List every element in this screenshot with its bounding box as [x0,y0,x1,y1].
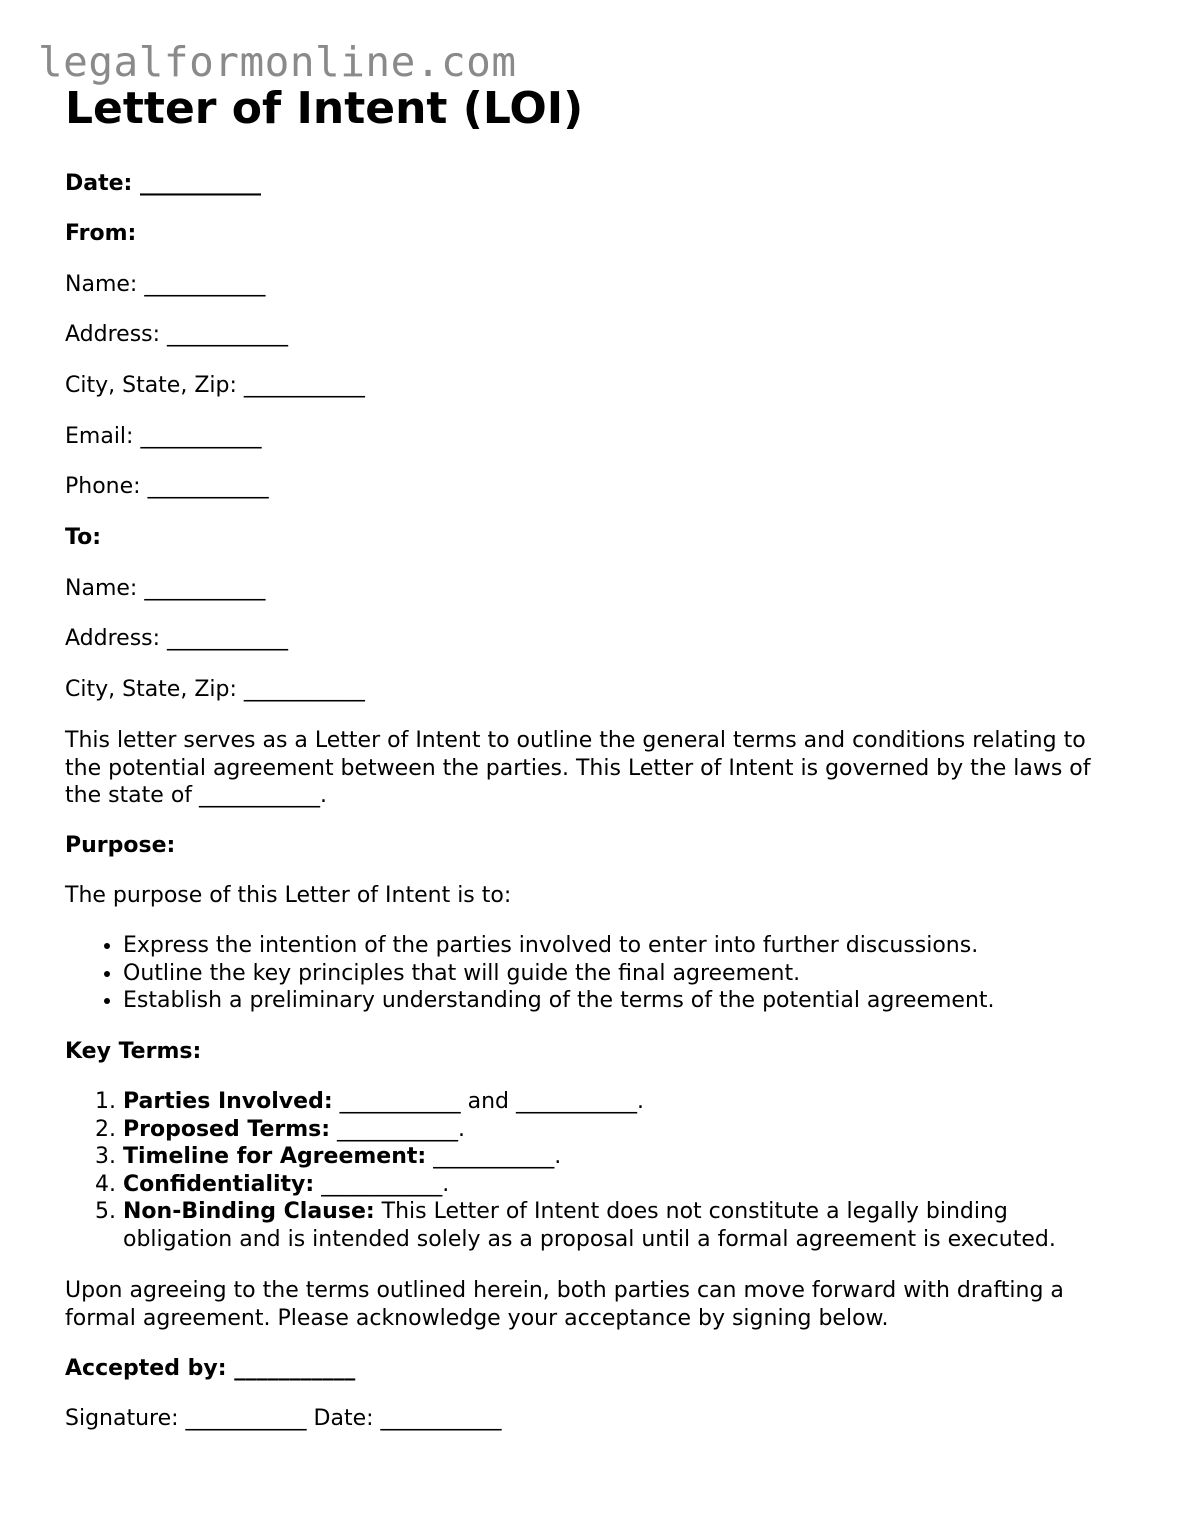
term-label: Timeline for Agreement: [123,1144,427,1169]
term-end: . [554,1144,562,1169]
to-city-blank[interactable]: ___________ [243,677,365,702]
accepted-by-blank[interactable]: ___________ [234,1356,356,1381]
party-two-blank[interactable]: ___________ [516,1089,638,1114]
to-name-line [65,575,265,602]
purpose-item: • Outline the key principles that will guide the final agreement. [123,960,1163,988]
key-terms-list [65,1088,1123,1253]
term-label: Proposed Terms: [123,1116,331,1142]
from-address-line [65,321,288,348]
to-name-label: Name: [65,576,138,601]
from-heading: From: [65,221,137,246]
from-email-blank[interactable]: ___________ [140,424,262,449]
from-phone-line [65,473,269,500]
party-one-blank[interactable]: ___________ [339,1089,461,1114]
key-term-item [123,1143,1123,1171]
from-phone-blank[interactable]: ___________ [147,474,269,499]
from-city-label: City, State, Zip: [65,373,237,398]
purpose-item: • Express the intention of the parties involved to enter into further discussions. [123,932,1163,960]
from-name-blank[interactable]: ___________ [144,272,266,297]
from-email-line [65,423,261,450]
sign-date-blank[interactable]: ___________ [380,1406,502,1431]
from-name-label: Name: [65,272,138,297]
key-term-item [123,1171,1123,1199]
from-address-label: Address: [65,322,161,347]
term-label: Parties Involved: [123,1089,333,1114]
from-email-label: Email: [65,424,134,449]
purpose-lead: The purpose of this Letter of Intent is to: [65,883,512,908]
term-label: Confidentiality: [123,1171,315,1197]
timeline-blank[interactable]: ___________ [433,1144,555,1169]
from-city-line [65,372,365,399]
to-city-line [65,676,365,703]
date-line [65,170,261,197]
document-title: Letter of Intent (LOI) [65,83,584,134]
signature-blank[interactable]: ___________ [185,1406,307,1431]
key-terms-heading: Key Terms: [65,1039,202,1064]
term-end: . [458,1116,466,1142]
intro-paragraph [65,727,1125,810]
term-text: This Letter of Intent does not constitute a legally binding obligation and is intended solely as a proposal until a formal agreement is executed. [123,1199,1056,1252]
intro-end: . [320,783,328,808]
purpose-heading: Purpose: [65,833,176,858]
signature-line [65,1405,502,1432]
to-city-label: City, State, Zip: [65,677,237,702]
signature-label: Signature: [65,1406,179,1431]
to-name-blank[interactable]: ___________ [144,576,266,601]
from-city-blank[interactable]: ___________ [243,373,365,398]
key-term-item [123,1088,1123,1116]
term-label: Non-Binding Clause: [123,1199,375,1224]
date-blank[interactable]: ___________ [140,171,262,196]
from-address-blank[interactable]: ___________ [167,322,289,347]
key-term-item [123,1198,1123,1253]
state-blank[interactable]: ___________ [199,783,321,808]
key-term-item [123,1116,1123,1144]
accepted-by-label: Accepted by: [65,1356,227,1381]
from-phone-label: Phone: [65,474,141,499]
sign-date-label: Date: [313,1406,374,1431]
term-end: . [637,1089,645,1114]
term-connector: and [467,1089,510,1114]
purpose-item: • Establish a preliminary understanding of the terms of the potential agreement. [123,987,1163,1015]
to-address-blank[interactable]: ___________ [167,626,289,651]
proposed-terms-blank[interactable]: ___________ [337,1116,459,1142]
from-name-line [65,271,265,298]
accepted-by-line [65,1355,355,1382]
purpose-list [65,932,1163,1015]
watermark: legalformonline.com [38,38,517,86]
confidentiality-blank[interactable]: ___________ [321,1171,443,1197]
to-address-line [65,625,288,652]
date-label: Date: [65,171,133,196]
intro-text: This letter serves as a Letter of Intent to outline the general terms and conditions relating to the potential agreement between the parties. This Letter of Intent is governed by the laws of the state of [65,728,1091,808]
closing-paragraph: Upon agreeing to the terms outlined herein, both parties can move forward with drafting a formal agreement. Please acknowledge your acceptance by signing below. [65,1278,1064,1331]
term-end: . [442,1171,450,1197]
to-address-label: Address: [65,626,161,651]
to-heading: To: [65,525,101,550]
